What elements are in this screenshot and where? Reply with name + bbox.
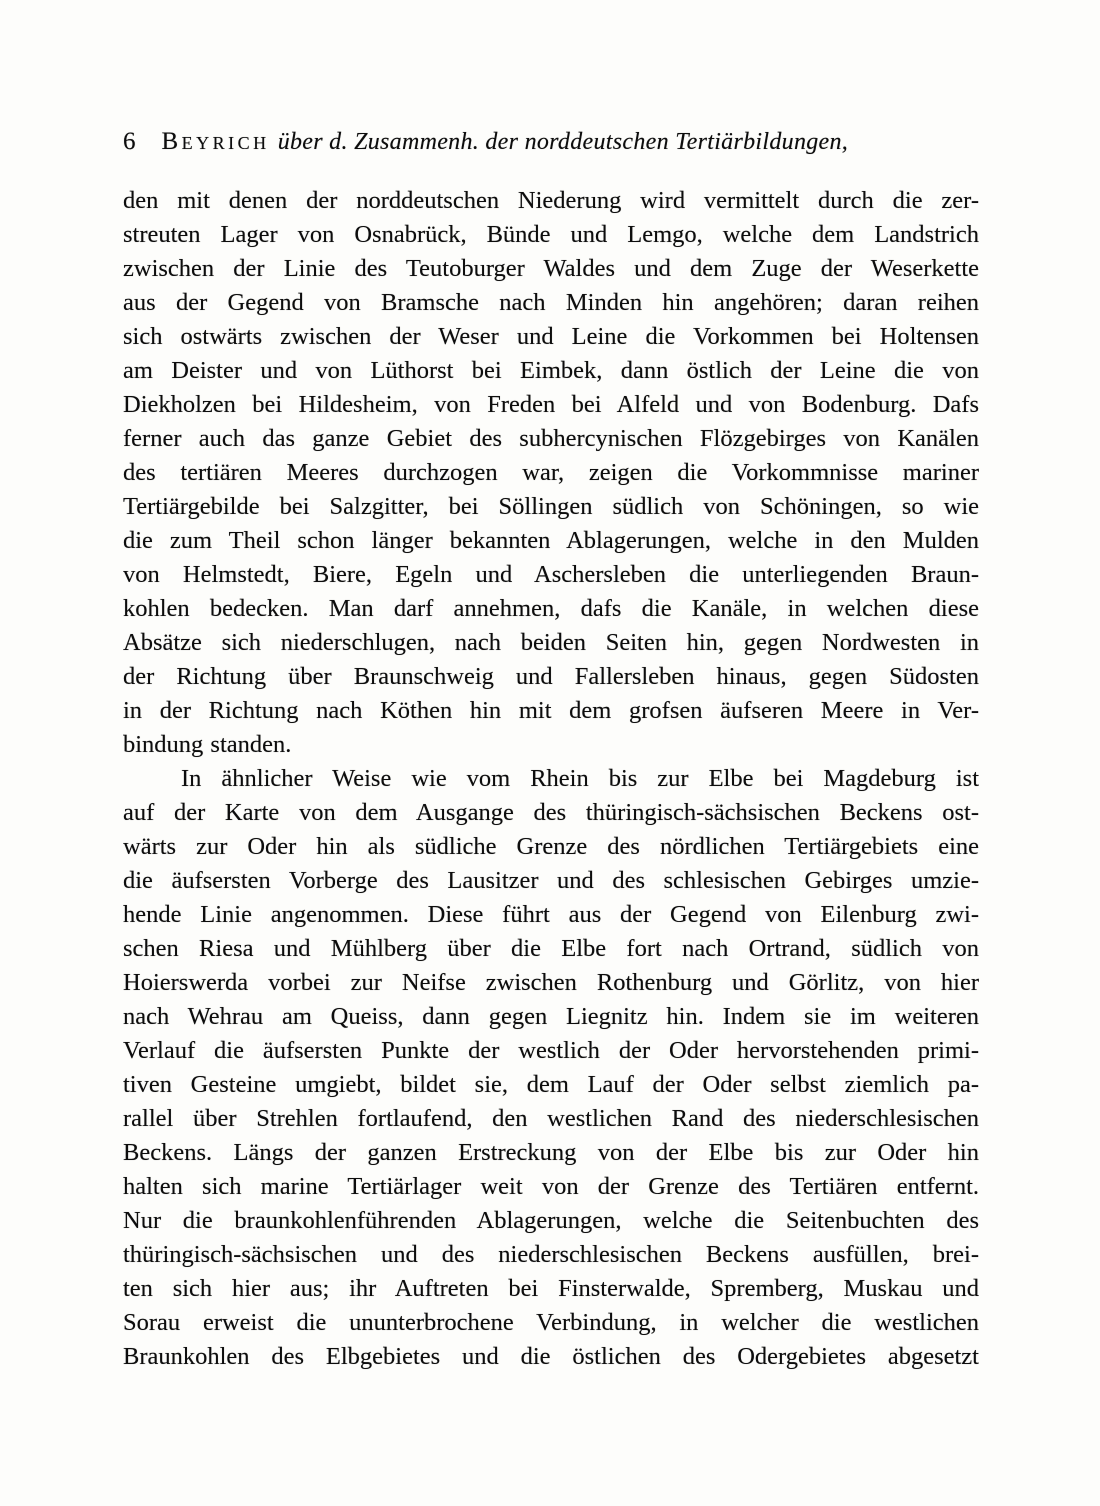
text-line: am Deister und von Lüthorst bei Eimbek, dann östlich der Leine die von bbox=[123, 357, 979, 384]
running-head-title: über d. Zusammenh. der norddeutschen Tertiärbildungen, bbox=[277, 129, 849, 155]
text-line: von Helmstedt, Biere, Egeln und Aschersleben die unterliegenden Braun- bbox=[123, 561, 979, 588]
text-line: nach Wehrau am Queiss, dann gegen Liegnitz hin. Indem sie im weiteren bbox=[123, 1003, 979, 1030]
text-line: Hoierswerda vorbei zur Neifse zwischen Rothenburg und Görlitz, von hier bbox=[123, 969, 979, 996]
text-line: in der Richtung nach Köthen hin mit dem grofsen äufseren Meere in Ver- bbox=[123, 697, 979, 724]
text-line: Beckens. Längs der ganzen Erstreckung von der Elbe bis zur Oder hin bbox=[123, 1139, 979, 1166]
text-line: sich ostwärts zwischen der Weser und Leine die Vorkommen bei Holtensen bbox=[123, 323, 979, 350]
text-line: den mit denen der norddeutschen Niederung wird vermittelt durch die zer- bbox=[123, 187, 979, 214]
text-line: der Richtung über Braunschweig und Fallersleben hinaus, gegen Südosten bbox=[123, 663, 979, 690]
running-head-author: Beyrich bbox=[161, 128, 270, 155]
text-line: die zum Theil schon länger bekannten Ablagerungen, welche in den Mulden bbox=[123, 527, 979, 554]
text-line: tiven Gesteine umgiebt, bildet sie, dem Lauf der Oder selbst ziemlich pa- bbox=[123, 1071, 979, 1098]
text-line: auf der Karte von dem Ausgange des thüringisch-sächsischen Beckens ost- bbox=[123, 799, 979, 826]
text-line: streuten Lager von Osnabrück, Bünde und Lemgo, welche dem Landstrich bbox=[123, 221, 979, 248]
text-line: thüringisch-sächsischen und des niederschlesischen Beckens ausfüllen, brei- bbox=[123, 1241, 979, 1268]
text-line: kohlen bedecken. Man darf annehmen, dafs die Kanäle, in welchen diese bbox=[123, 595, 979, 622]
text-line: Nur die braunkohlenführenden Ablagerungen, welche die Seitenbuchten des bbox=[123, 1207, 979, 1234]
text-line: die äufsersten Vorberge des Lausitzer und des schlesischen Gebirges umzie- bbox=[123, 867, 979, 894]
text-line: bindung standen. bbox=[123, 731, 292, 758]
text-line: In ähnlicher Weise wie vom Rhein bis zur Elbe bei Magdeburg ist bbox=[181, 765, 979, 792]
text-line: ferner auch das ganze Gebiet des subhercynischen Flözgebirges von Kanälen bbox=[123, 425, 979, 452]
text-line: Diekholzen bei Hildesheim, von Freden bei Alfeld und von Bodenburg. Dafs bbox=[123, 391, 979, 418]
text-line: ten sich hier aus; ihr Auftreten bei Finsterwalde, Spremberg, Muskau und bbox=[123, 1275, 979, 1302]
text-line: Braunkohlen des Elbgebietes und die östlichen des Odergebietes abgesetzt bbox=[123, 1343, 979, 1370]
body-text bbox=[123, 184, 979, 1374]
text-line: wärts zur Oder hin als südliche Grenze des nördlichen Tertiärgebiets eine bbox=[123, 833, 979, 860]
paragraph bbox=[123, 184, 979, 762]
text-line: Verlauf die äufsersten Punkte der westlich der Oder hervorstehenden primi- bbox=[123, 1037, 979, 1064]
text-line: aus der Gegend von Bramsche nach Minden hin angehören; daran reihen bbox=[123, 289, 979, 316]
text-line: zwischen der Linie des Teutoburger Waldes und dem Zuge der Weserkette bbox=[123, 255, 979, 282]
page-number: 6 bbox=[123, 128, 136, 155]
text-block bbox=[123, 128, 979, 1374]
text-line: schen Riesa und Mühlberg über die Elbe fort nach Ortrand, südlich von bbox=[123, 935, 979, 962]
text-line: hende Linie angenommen. Diese führt aus der Gegend von Eilenburg zwi- bbox=[123, 901, 979, 928]
text-line: halten sich marine Tertiärlager weit von der Grenze des Tertiären entfernt. bbox=[123, 1173, 979, 1200]
text-line: Sorau erweist die ununterbrochene Verbindung, in welcher die westlichen bbox=[123, 1309, 979, 1336]
running-head bbox=[123, 128, 979, 168]
text-line: Absätze sich niederschlugen, nach beiden Seiten hin, gegen Nordwesten in bbox=[123, 629, 979, 656]
text-line: Tertiärgebilde bei Salzgitter, bei Söllingen südlich von Schöningen, so wie bbox=[123, 493, 979, 520]
text-line: rallel über Strehlen fortlaufend, den westlichen Rand des niederschlesischen bbox=[123, 1105, 979, 1132]
paragraph bbox=[123, 762, 979, 1374]
text-line: des tertiären Meeres durchzogen war, zeigen die Vorkommnisse mariner bbox=[123, 459, 979, 486]
